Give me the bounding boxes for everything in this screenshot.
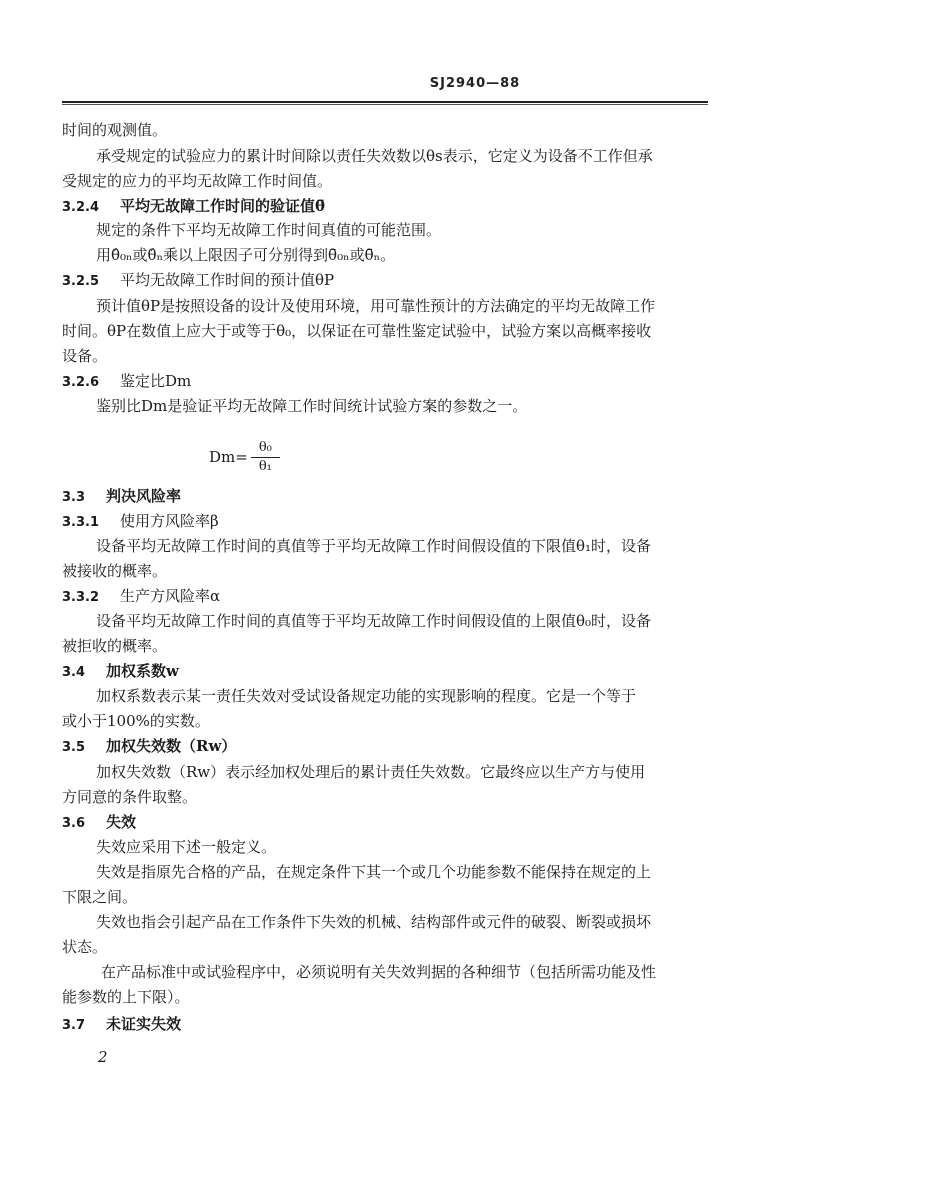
section-number: 3.2.4 [62, 200, 100, 215]
text-line: 状态。 [62, 938, 108, 956]
section-3-3-2-heading [62, 586, 220, 608]
section-3-3-heading [62, 486, 181, 508]
text-line: 被拒收的概率。 [62, 637, 168, 655]
text-line: 受规定的应力的平均无故障工作时间值。 [62, 172, 333, 190]
section-3-6-heading [62, 812, 136, 834]
text-line: 被接收的概率。 [62, 562, 168, 580]
text-line: 方同意的条件取整。 [62, 788, 198, 806]
section-title: 加权系数w [106, 662, 179, 680]
section-title: 加权失效数（Rw） [106, 737, 237, 755]
section-title: 判决风险率 [106, 487, 182, 505]
section-3-7-heading [62, 1014, 181, 1036]
text-line: 规定的条件下平均无故障工作时间真值的可能范围。 [96, 221, 442, 239]
section-title: 生产方风险率α [120, 587, 221, 605]
text-line: 承受规定的试验应力的累计时间除以责任失效数以θs表示，它定义为设备不工作但承 [96, 147, 653, 165]
section-number: 3.3 [62, 490, 86, 505]
text-line: 用θ̂₀ₙ或θ̂ₙ乘以上限因子可分别得到θ̄₀ₙ或θ̄ₙ。 [96, 246, 396, 264]
section-number: 3.4 [62, 665, 86, 680]
header-rule [62, 101, 708, 105]
formula-lhs: Dm= [209, 448, 248, 466]
section-3-2-4-heading [62, 196, 325, 218]
section-3-2-5-heading [62, 270, 334, 292]
text-line: 加权失效数（Rw）表示经加权处理后的累计责任失效数。它最终应以生产方与使用 [96, 763, 646, 781]
section-title: 鉴定比Dm [120, 372, 192, 390]
section-title: 平均无故障工作时间的验证值θ̄ [120, 197, 326, 215]
text-line: 失效也指会引起产品在工作条件下失效的机械、结构部件或元件的破裂、断裂或损坏 [96, 913, 652, 931]
text-line: 能参数的上下限）。 [62, 988, 190, 1006]
section-number: 3.6 [62, 816, 86, 831]
text-line: 时间。θP在数值上应大于或等于θ₀，以保证在可靠性鉴定试验中，试验方案以高概率接收 [62, 322, 652, 340]
section-title: 平均无故障工作时间的预计值θP [120, 271, 335, 289]
text-line: 设备平均无故障工作时间的真值等于平均无故障工作时间假设值的上限值θ₀时，设备 [96, 612, 652, 630]
formula-denominator: θ₁ [258, 458, 272, 474]
section-3-4-heading [62, 661, 179, 683]
text-line: 设备。 [62, 347, 108, 365]
section-title: 失效 [106, 813, 137, 831]
text-line: 时间的观测值。 [62, 121, 168, 139]
section-number: 3.3.2 [62, 590, 100, 605]
section-number: 3.2.5 [62, 274, 100, 289]
text-line: 失效是指原先合格的产品，在规定条件下其一个或几个功能参数不能保持在规定的上 [96, 863, 652, 881]
text-line: 下限之间。 [62, 888, 138, 906]
text-line: 设备平均无故障工作时间的真值等于平均无故障工作时间假设值的下限值θ₁时，设备 [96, 537, 652, 555]
section-number: 3.5 [62, 740, 86, 755]
formula-fraction [251, 439, 280, 476]
section-3-3-1-heading [62, 511, 219, 533]
text-line: 鉴别比Dm是验证平均无故障工作时间统计试验方案的参数之一。 [96, 397, 528, 415]
text-line: 或小于100%的实数。 [62, 712, 210, 730]
standard-code-header: SJ2940—88 [429, 76, 521, 91]
section-number: 3.2.6 [62, 375, 100, 390]
section-title: 未证实失效 [106, 1015, 182, 1033]
section-3-5-heading [62, 736, 236, 758]
text-line: 预计值θP是按照设备的设计及使用环境，用可靠性预计的方法确定的平均无故障工作 [96, 297, 656, 315]
section-number: 3.3.1 [62, 515, 100, 530]
discrimination-ratio-formula [209, 436, 280, 478]
section-3-2-6-heading [62, 371, 191, 393]
section-title: 使用方风险率β [120, 512, 219, 530]
page-number: 2 [98, 1048, 108, 1066]
section-number: 3.7 [62, 1018, 86, 1033]
formula-numerator: θ₀ [251, 439, 280, 458]
text-line: 加权系数表示某一责任失效对受试设备规定功能的实现影响的程度。它是一个等于 [96, 687, 637, 705]
text-line: 在产品标准中或试验程序中，必须说明有关失效判据的各种细节（包括所需功能及性 [101, 963, 657, 981]
text-line: 失效应采用下述一般定义。 [96, 838, 277, 856]
